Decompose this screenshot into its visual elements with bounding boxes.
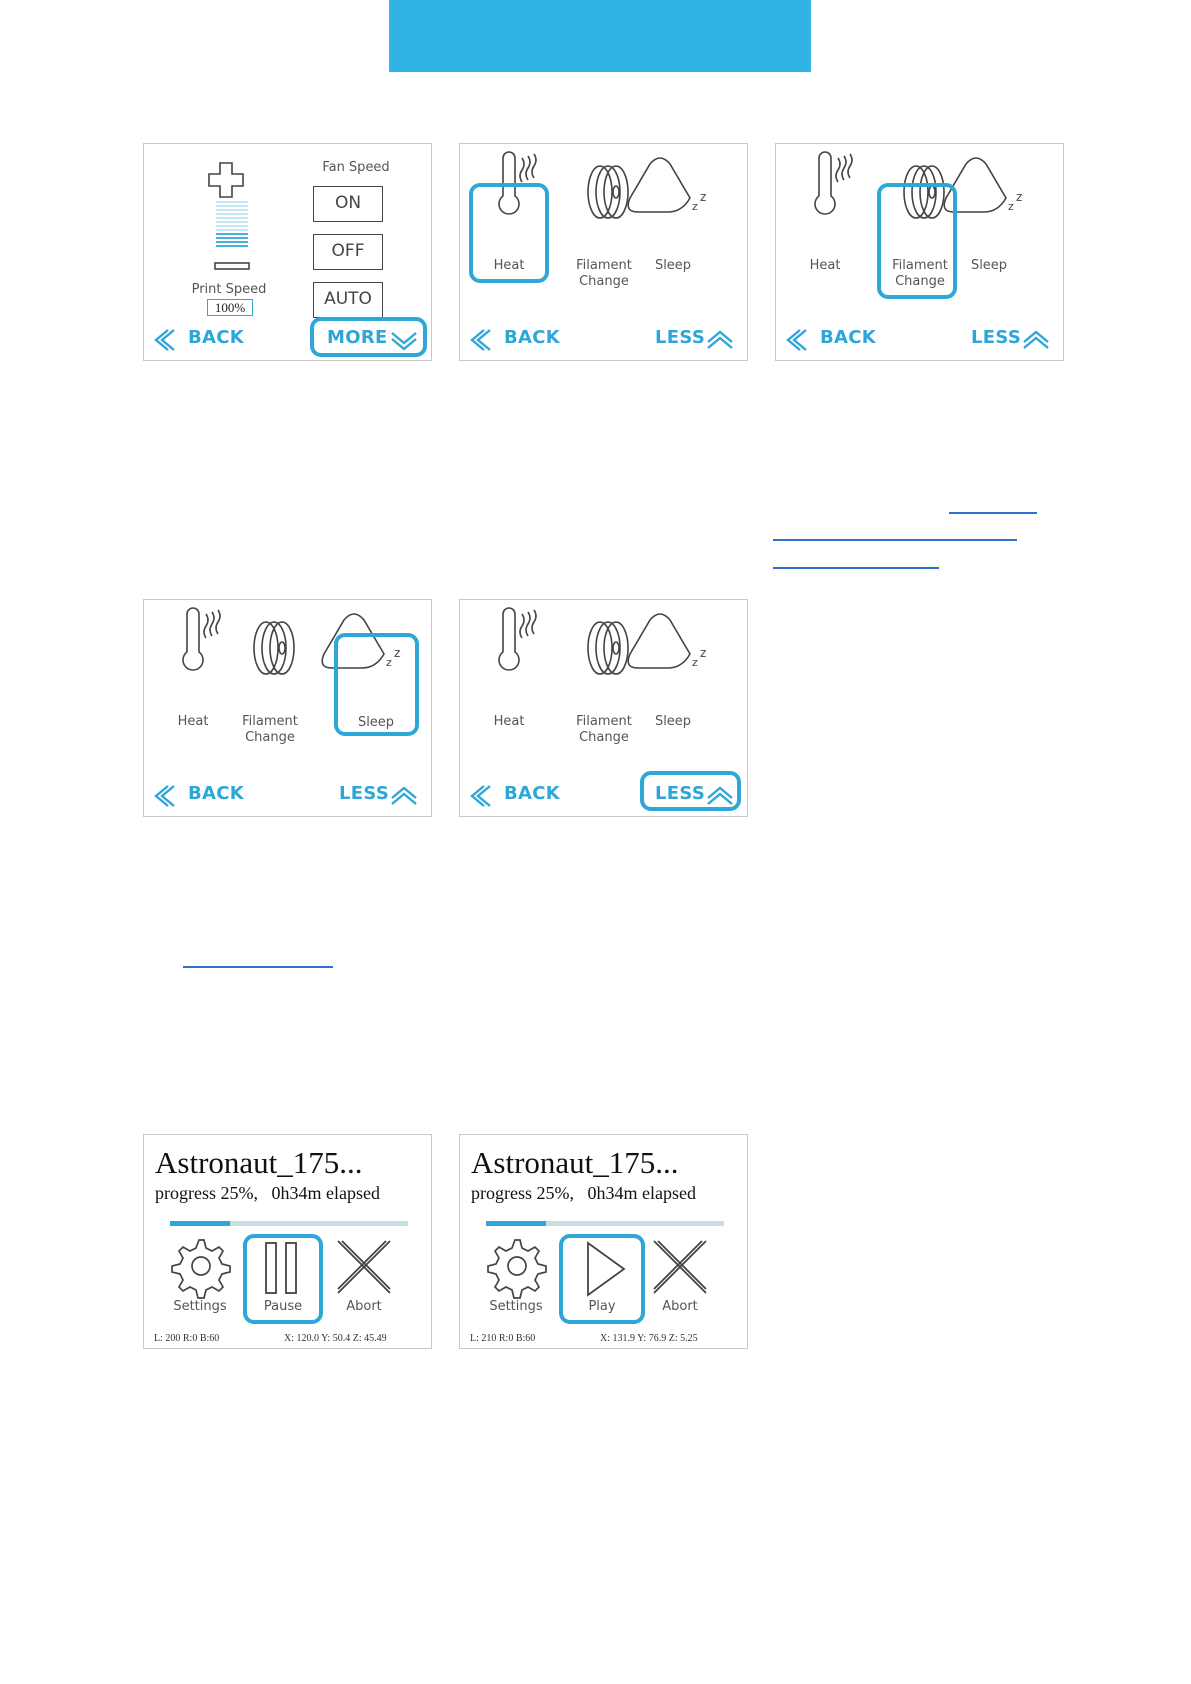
less-button[interactable]: LESS	[655, 327, 706, 348]
screen-menu-heat	[459, 143, 748, 361]
pause-button[interactable]: Pause	[263, 1299, 303, 1314]
fan-on-button[interactable]: ON	[313, 186, 383, 222]
minus-icon	[215, 263, 249, 269]
svg-text:z: z	[692, 200, 698, 213]
chevron-up-icon	[708, 332, 732, 348]
back-chevron-icon	[472, 330, 490, 350]
filament-label-line1: Filament	[576, 258, 632, 273]
position-readout: X: 120.0 Y: 50.4 Z: 45.49	[284, 1333, 387, 1344]
heat-button[interactable]: Heat	[809, 258, 841, 273]
back-chevron-icon	[156, 786, 174, 806]
back-button[interactable]: BACK	[820, 327, 877, 348]
thermometer-icon	[499, 608, 536, 670]
job-title: Astronaut_175...	[471, 1145, 679, 1180]
chevron-up-icon	[1024, 332, 1048, 348]
sleep-button[interactable]: Sleep	[654, 714, 692, 729]
gear-icon	[488, 1240, 546, 1298]
back-chevron-icon	[156, 330, 174, 350]
sleep-button[interactable]: Sleep	[654, 258, 692, 273]
header-bar	[389, 0, 811, 72]
svg-text:z: z	[700, 190, 707, 204]
abort-x-icon	[338, 1241, 390, 1293]
back-button[interactable]: BACK	[188, 327, 245, 348]
filament-spool-icon	[588, 166, 628, 218]
filament-label-line1: Filament	[892, 258, 948, 273]
abort-button[interactable]: Abort	[346, 1299, 382, 1314]
link-underline[interactable]	[773, 539, 1017, 541]
print-speed-value: 100%	[207, 299, 253, 316]
filament-label-line2: Change	[579, 730, 629, 745]
filament-label-line1: Filament	[576, 714, 632, 729]
back-button[interactable]: BACK	[504, 783, 561, 804]
fan-off-button[interactable]: OFF	[313, 234, 383, 270]
filament-label-line2: Change	[895, 274, 945, 289]
svg-text:z: z	[700, 646, 707, 660]
heat-button[interactable]: Heat	[493, 258, 525, 273]
settings-button[interactable]: Settings	[489, 1299, 543, 1314]
sleep-icon	[628, 158, 690, 212]
sleep-icon	[628, 614, 690, 668]
filament-spool-icon	[254, 622, 294, 674]
link-underline[interactable]	[949, 512, 1037, 514]
settings-button[interactable]: Settings	[173, 1299, 227, 1314]
screen-printing-play	[459, 1134, 748, 1349]
temperatures: L: 210 R:0 B:60	[470, 1333, 536, 1344]
filament-label-line2: Change	[245, 730, 295, 745]
temperatures: L: 200 R:0 B:60	[154, 1333, 220, 1344]
thermometer-icon	[815, 152, 852, 214]
filament-change-button[interactable]	[564, 258, 644, 290]
screen-menu-sleep	[143, 599, 432, 817]
svg-text:z: z	[1008, 200, 1014, 213]
play-button[interactable]: Play	[588, 1299, 616, 1314]
job-title: Astronaut_175...	[155, 1145, 363, 1180]
sleep-button[interactable]: Sleep	[357, 715, 395, 730]
link-underline[interactable]	[183, 966, 333, 968]
svg-text:z: z	[692, 656, 698, 669]
screen-menu-less	[459, 599, 748, 817]
screen-fan-speed	[143, 143, 432, 361]
less-button[interactable]: LESS	[339, 783, 390, 804]
filament-spool-icon	[588, 622, 628, 674]
svg-text:z: z	[1016, 190, 1023, 204]
less-button[interactable]: LESS	[655, 783, 706, 804]
svg-text:z: z	[386, 656, 392, 669]
back-button[interactable]: BACK	[504, 327, 561, 348]
screen-menu-filament	[775, 143, 1064, 361]
filament-change-button[interactable]	[564, 714, 644, 746]
abort-button[interactable]: Abort	[662, 1299, 698, 1314]
svg-text:z: z	[394, 646, 401, 660]
heat-button[interactable]: Heat	[493, 714, 525, 729]
chevron-up-icon	[392, 788, 416, 804]
job-status: progress 25%, 0h34m elapsed	[471, 1183, 696, 1203]
back-button[interactable]: BACK	[188, 783, 245, 804]
position-readout: X: 131.9 Y: 76.9 Z: 5.25	[600, 1333, 698, 1344]
back-chevron-icon	[472, 786, 490, 806]
back-chevron-icon	[788, 330, 806, 350]
abort-x-icon	[654, 1241, 706, 1293]
plus-icon	[209, 163, 243, 197]
link-underline[interactable]	[773, 567, 939, 569]
filament-label-line2: Change	[579, 274, 629, 289]
more-button[interactable]: MORE	[327, 327, 388, 348]
heat-button[interactable]: Heat	[177, 714, 209, 729]
gear-icon	[172, 1240, 230, 1298]
fan-speed-label: Fan Speed	[322, 160, 390, 175]
screen-printing-pause	[143, 1134, 432, 1349]
filament-change-button[interactable]	[880, 258, 960, 290]
less-button[interactable]: LESS	[971, 327, 1022, 348]
sleep-button[interactable]: Sleep	[970, 258, 1008, 273]
print-speed-label: Print Speed	[191, 282, 267, 297]
filament-change-button[interactable]	[230, 714, 310, 746]
job-status: progress 25%, 0h34m elapsed	[155, 1183, 380, 1203]
filament-label-line1: Filament	[242, 714, 298, 729]
fan-auto-button[interactable]: AUTO	[313, 282, 383, 318]
thermometer-icon	[183, 608, 220, 670]
